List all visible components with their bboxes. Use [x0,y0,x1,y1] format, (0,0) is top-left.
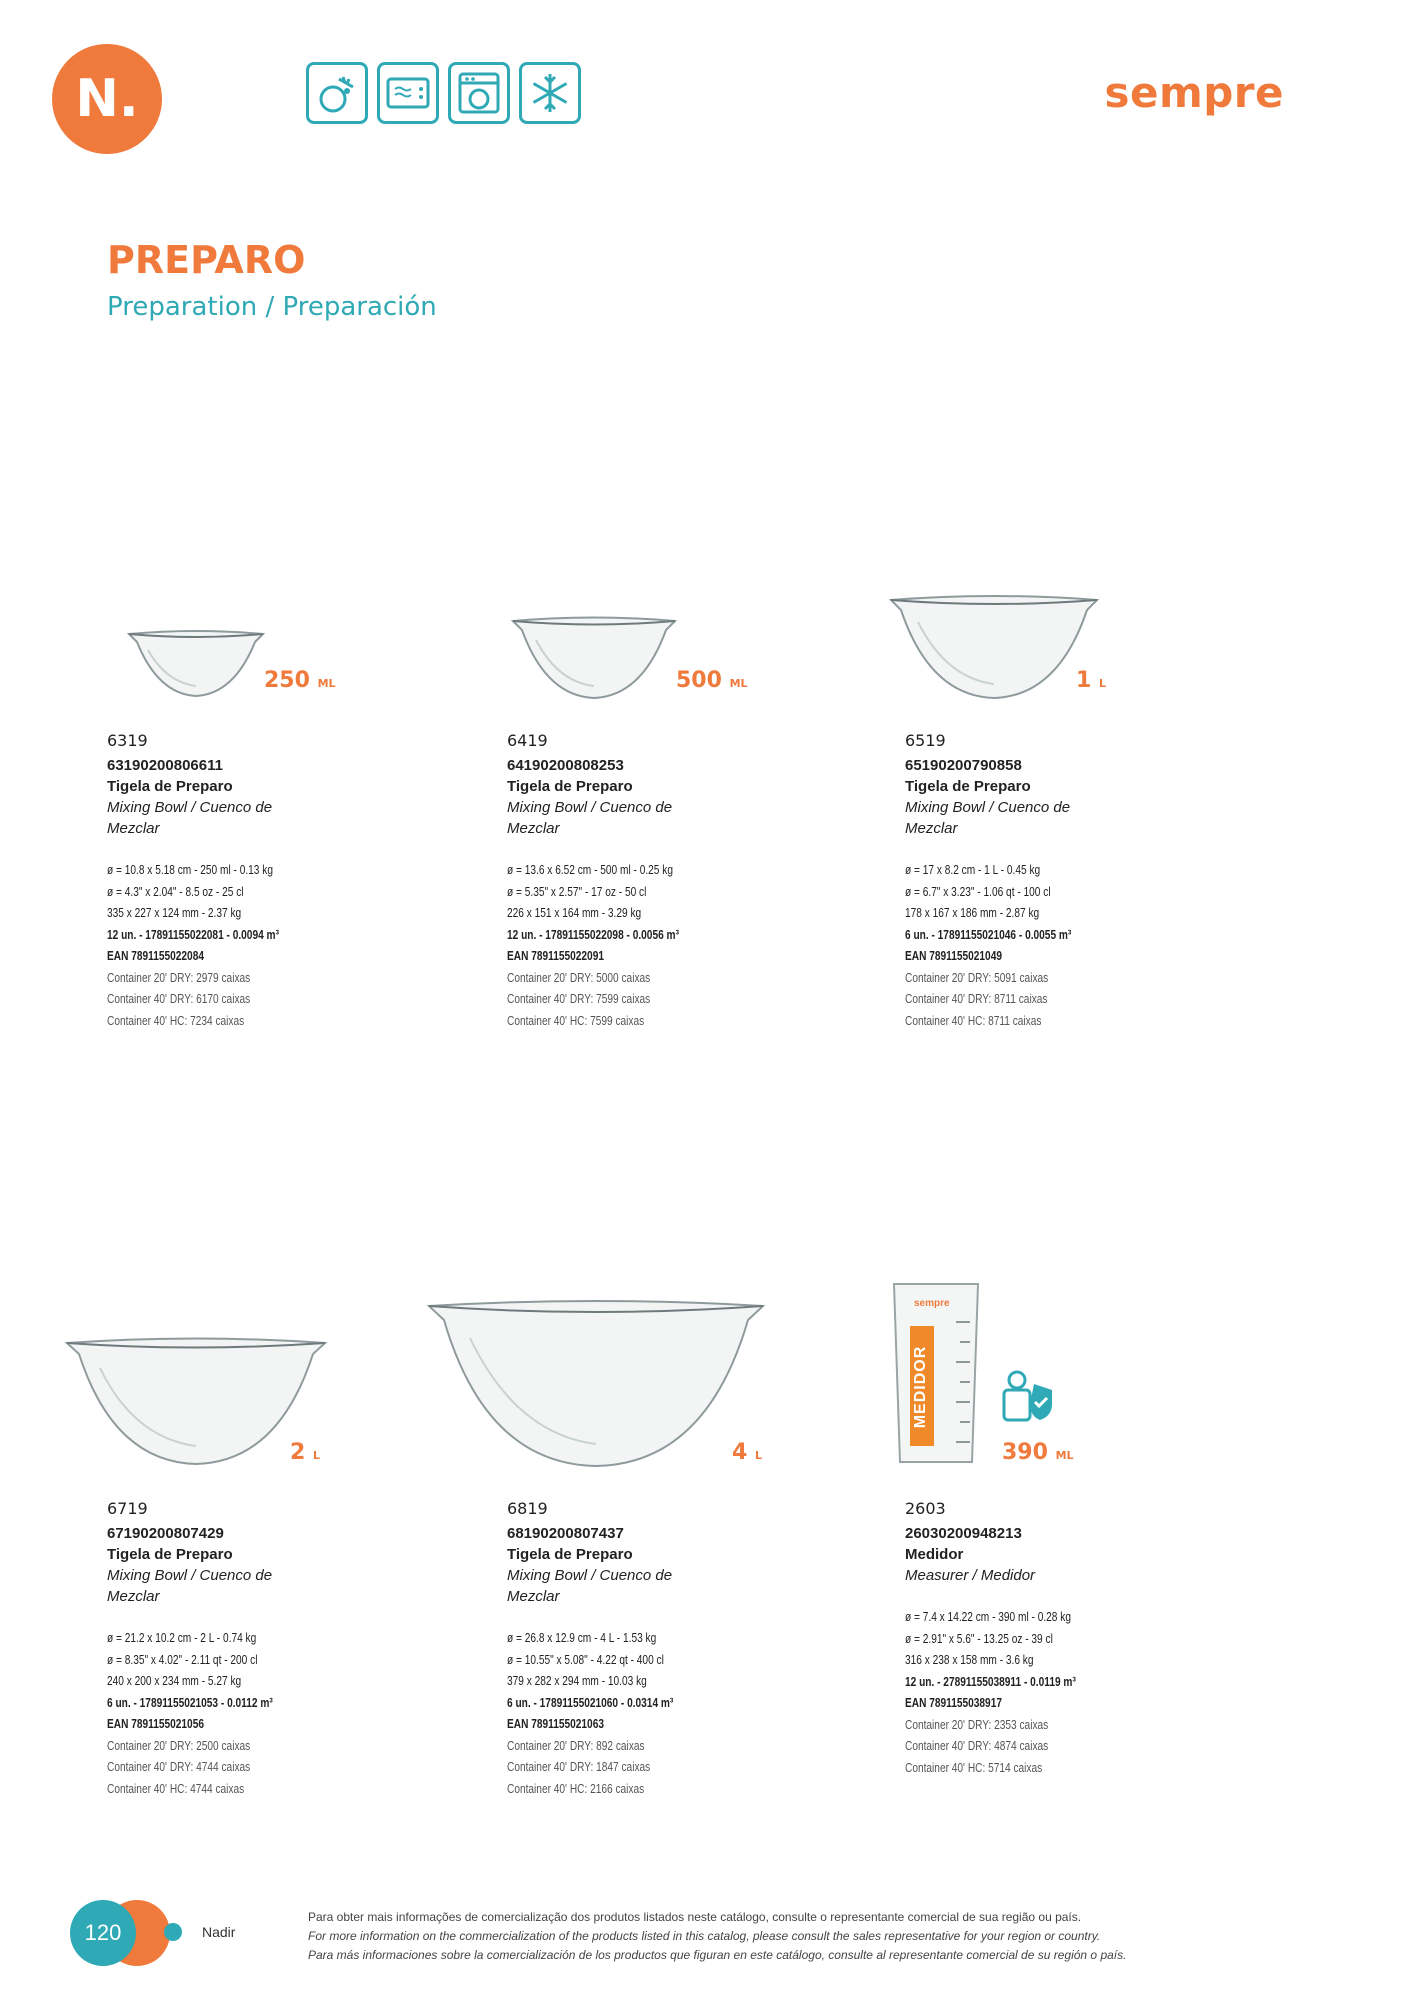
product-alt-name: Measurer / Medidor [905,1567,1036,1584]
spec-pack: 6 un. - 17891155021053 - 0.0112 m³ [107,1694,273,1710]
spec-container-40: Container 40' DRY: 8711 caixas [905,991,1048,1006]
care-icons [306,62,581,124]
measuring-cup-image [892,1282,980,1466]
spec-pack: 12 un. - 17891155022098 - 0.0056 m³ [507,926,679,942]
cup-brand: sempre [914,1298,950,1309]
spec-dimensions: ø = 26.8 x 12.9 cm - 4 L - 1.53 kg [507,1630,657,1645]
mixing-bowl-500ml-image [510,614,678,702]
capacity-label: 250 ML [264,668,336,693]
product-alt-name: Mixing Bowl / Cuenco de Mezclar [107,799,273,837]
mixing-bowl-1l-image [888,592,1100,702]
product-name: Tigela de Preparo [107,1546,233,1563]
product-name: Medidor [905,1546,964,1563]
section-subtitle: Preparation / Preparación [107,292,437,322]
spec-box: 335 x 227 x 124 mm - 2.37 kg [107,905,242,920]
spec-box: 316 x 238 x 158 mm - 3.6 kg [905,1652,1034,1667]
product-6819 [507,1498,837,1799]
spec-imperial: ø = 10.55" x 5.08" - 4.22 qt - 400 cl [507,1651,664,1667]
spec-ean: EAN 7891155022084 [107,948,204,963]
spec-container-40hc: Container 40' HC: 7234 caixas [107,1012,245,1028]
product-6719 [107,1498,437,1799]
product-code: 6419 [507,731,548,750]
product-name: Tigela de Preparo [507,778,633,795]
spec-container-40hc: Container 40' HC: 4744 caixas [107,1780,245,1796]
product-sku: 65190200790858 [905,757,1022,774]
microwave-safe-icon [377,62,439,124]
mixing-bowl-4l-image [426,1296,766,1470]
spec-container-20: Container 20' DRY: 5091 caixas [905,969,1049,985]
capacity-label: 4 L [732,1440,762,1465]
spec-container-20: Container 20' DRY: 2979 caixas [107,969,251,985]
product-sku: 26030200948213 [905,1525,1022,1542]
product-sku: 67190200807429 [107,1525,224,1542]
spec-container-40hc: Container 40' HC: 7599 caixas [507,1012,645,1028]
product-2603 [905,1498,1235,1778]
spec-imperial: ø = 2.91" x 5.6" - 13.25 oz - 39 cl [905,1630,1053,1646]
product-sku: 63190200806611 [107,757,223,774]
spec-ean: EAN 7891155022091 [507,948,604,963]
product-alt-name: Mixing Bowl / Cuenco de Mezclar [507,1567,673,1605]
spec-container-40: Container 40' DRY: 4744 caixas [107,1759,251,1774]
product-alt-name: Mixing Bowl / Cuenco de Mezclar [507,799,673,837]
product-6519 [905,730,1235,1031]
product-name: Tigela de Preparo [507,1546,633,1563]
product-name: Tigela de Preparo [905,778,1031,795]
spec-container-40: Container 40' DRY: 1847 caixas [507,1759,651,1774]
spec-pack: 12 un. - 27891155038911 - 0.0119 m³ [905,1673,1076,1689]
spec-imperial: ø = 5.35" x 2.57" - 17 oz - 50 cl [507,883,647,899]
spec-box: 226 x 151 x 164 mm - 3.29 kg [507,905,642,920]
oven-safe-icon [448,62,510,124]
freezer-safe-icon [519,62,581,124]
spec-ean: EAN 7891155021063 [507,1716,604,1731]
spec-container-40: Container 40' DRY: 4874 caixas [905,1738,1049,1753]
section-title: PREPARO [107,238,306,282]
store-dot-icon [164,1923,182,1941]
spec-container-20: Container 20' DRY: 2353 caixas [905,1716,1049,1732]
dishwasher-badge-icon [1000,1366,1058,1429]
spec-container-20: Container 20' DRY: 2500 caixas [107,1737,251,1753]
cup-label: MEDIDOR [912,1345,929,1429]
capacity-label: 1 L [1076,668,1106,693]
spec-imperial: ø = 6.7" x 3.23" - 1.06 qt - 100 cl [905,883,1051,899]
product-6419 [507,730,837,1031]
mixing-bowl-250ml-image [126,628,266,700]
capacity-label: 500 ML [676,668,748,693]
product-code: 2603 [905,1499,946,1518]
dishwasher-safe-icon [306,62,368,124]
spec-container-40hc: Container 40' HC: 5714 caixas [905,1759,1043,1775]
spec-dimensions: ø = 10.8 x 5.18 cm - 250 ml - 0.13 kg [107,862,273,877]
capacity-label: 2 L [290,1440,320,1465]
spec-imperial: ø = 8.35" x 4.02" - 2.11 qt - 200 cl [107,1651,258,1667]
product-code: 6319 [107,731,148,750]
spec-box: 240 x 200 x 234 mm - 5.27 kg [107,1673,242,1688]
product-code: 6519 [905,731,946,750]
spec-pack: 12 un. - 17891155022081 - 0.0094 m³ [107,926,279,942]
spec-container-40hc: Container 40' HC: 8711 caixas [905,1012,1042,1028]
spec-dimensions: ø = 13.6 x 6.52 cm - 500 ml - 0.25 kg [507,862,673,877]
spec-imperial: ø = 4.3" x 2.04" - 8.5 oz - 25 cl [107,883,244,899]
product-code: 6719 [107,1499,148,1518]
footer-note-es: Para más informaciones sobre la comercialización de los productos que figuran en este catálogo, consulte al representante comercial de su región o país. [308,1948,1127,1962]
brand-logo: sempre [1104,68,1284,117]
footer-note-pt: Para obter mais informações de comercialização dos produtos listados neste catálogo, consulte o representante comercial de sua região ou país. [308,1910,1082,1924]
product-alt-name: Mixing Bowl / Cuenco de Mezclar [107,1567,273,1605]
spec-pack: 6 un. - 17891155021060 - 0.0314 m³ [507,1694,674,1710]
spec-container-20: Container 20' DRY: 892 caixas [507,1737,645,1753]
footer-note [308,1908,1126,1965]
product-6319 [107,730,437,1031]
spec-ean: EAN 7891155021056 [107,1716,204,1731]
product-sku: 68190200807437 [507,1525,624,1542]
spec-container-20: Container 20' DRY: 5000 caixas [507,969,651,985]
product-alt-name: Mixing Bowl / Cuenco de Mezclar [905,799,1071,837]
mixing-bowl-2l-image [64,1334,328,1468]
spec-container-40: Container 40' DRY: 7599 caixas [507,991,651,1006]
spec-pack: 6 un. - 17891155021046 - 0.0055 m³ [905,926,1072,942]
spec-box: 379 x 282 x 294 mm - 10.03 kg [507,1673,647,1688]
footer-note-en: For more information on the commercialization of the products listed in this catalog, please consult the sales representative for your region or country. [308,1929,1101,1943]
spec-dimensions: ø = 7.4 x 14.22 cm - 390 ml - 0.28 kg [905,1609,1071,1624]
spec-box: 178 x 167 x 186 mm - 2.87 kg [905,905,1040,920]
spec-dimensions: ø = 21.2 x 10.2 cm - 2 L - 0.74 kg [107,1630,257,1645]
spec-container-40hc: Container 40' HC: 2166 caixas [507,1780,645,1796]
product-code: 6819 [507,1499,548,1518]
spec-ean: EAN 7891155038917 [905,1695,1002,1710]
store-logo: N. [52,44,162,154]
product-name: Tigela de Preparo [107,778,233,795]
spec-ean: EAN 7891155021049 [905,948,1002,963]
store-name: Nadir [202,1924,236,1940]
spec-dimensions: ø = 17 x 8.2 cm - 1 L - 0.45 kg [905,862,1041,877]
spec-container-40: Container 40' DRY: 6170 caixas [107,991,251,1006]
product-sku: 64190200808253 [507,757,624,774]
page-number: 120 [70,1900,136,1966]
capacity-label: 390 ML [1002,1440,1074,1465]
